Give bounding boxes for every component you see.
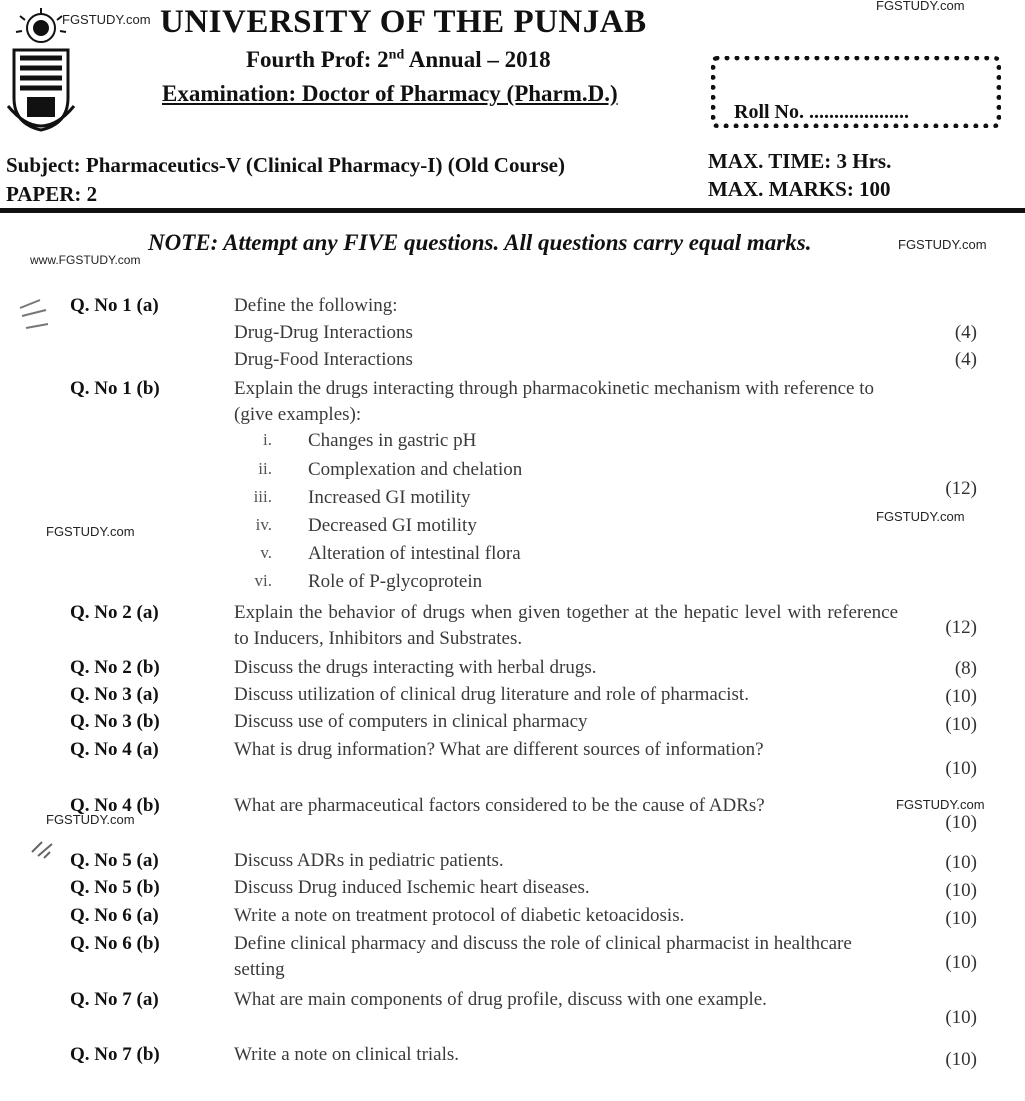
question-number-4b: Q. No 4 (b) [70, 795, 160, 816]
marks-6b: (10) [945, 952, 977, 973]
question-text-1b: Explain the drugs interacting through pharmacokinetic mechanism with reference to (give examples): [234, 378, 874, 425]
paper-number: PAPER: 2 [6, 182, 98, 206]
question-number-3b: Q. No 3 (b) [70, 711, 160, 732]
question-1a-line-1: Drug-Drug Interactions [234, 322, 413, 343]
question-text-2a: Explain the behavior of drugs when given together at the hepatic level with reference to Inducers, Inhibitors and Substrates. [234, 602, 898, 649]
header-divider [0, 208, 1025, 213]
marks-1b: (12) [945, 478, 977, 499]
question-text-2b: Discuss the drugs interacting with herbal drugs. [234, 657, 597, 678]
marks-6a: (10) [945, 908, 977, 929]
scan-mark-icon [30, 838, 60, 862]
question-number-1a: Q. No 1 (a) [70, 295, 159, 316]
question-number-3a: Q. No 3 (a) [70, 684, 159, 705]
question-text-7a: What are main components of drug profile, discuss with one example. [234, 989, 767, 1010]
watermark-low-right: FGSTUDY.com [896, 797, 985, 812]
question-number-4a: Q. No 4 (a) [70, 739, 159, 760]
marks-1a-line-2: (4) [954, 349, 977, 370]
roll-number-label: Roll No. .................... [734, 101, 909, 123]
watermark-note-right: FGSTUDY.com [898, 237, 987, 252]
examination-title: Examination: Doctor of Pharmacy (Pharm.D.) [162, 81, 618, 106]
question-text-4b: What are pharmaceutical factors considered to be the cause of ADRs? [234, 795, 765, 816]
subject-line: Subject: Pharmaceutics-V (Clinical Pharmacy-I) (Old Course) [6, 153, 565, 177]
marks-2a: (12) [945, 617, 977, 638]
question-text-7b: Write a note on clinical trials. [234, 1044, 460, 1065]
max-marks: MAX. MARKS: 100 [708, 177, 891, 201]
question-number-6b: Q. No 6 (b) [70, 933, 160, 954]
question-number-5b: Q. No 5 (b) [70, 877, 160, 898]
watermark-mid-left: FGSTUDY.com [46, 524, 135, 539]
roll-number-box [711, 56, 1001, 128]
question-text-5b: Discuss Drug induced Ischemic heart diseases. [234, 877, 590, 898]
marks-2b: (8) [954, 658, 977, 679]
question-text-5a: Discuss ADRs in pediatric patients. [234, 850, 504, 871]
marks-1a-line-1: (4) [954, 322, 977, 343]
marks-5b: (10) [945, 880, 977, 901]
prof-annual: Fourth Prof: 2nd Annual – 2018 [246, 47, 551, 72]
question-number-1b: Q. No 1 (b) [70, 378, 160, 399]
marks-3a: (10) [945, 686, 977, 707]
question-text-6a: Write a note on treatment protocol of diabetic ketoacidosis. [234, 905, 685, 926]
watermark-mid-right: FGSTUDY.com [876, 509, 965, 524]
marks-7b: (10) [945, 1049, 977, 1070]
question-text-3a: Discuss utilization of clinical drug literature and role of pharmacist. [234, 684, 749, 705]
watermark-top-left: FGSTUDY.com [62, 12, 151, 27]
question-text-1a: Define the following: [234, 295, 398, 316]
question-number-7b: Q. No 7 (b) [70, 1044, 160, 1065]
marks-5a: (10) [945, 852, 977, 873]
question-number-6a: Q. No 6 (a) [70, 905, 159, 926]
question-1a-line-2: Drug-Food Interactions [234, 349, 413, 370]
question-number-7a: Q. No 7 (a) [70, 989, 159, 1010]
question-text-6b: Define clinical pharmacy and discuss the role of clinical pharmacist in healthcare setting [234, 933, 852, 980]
question-text-4a: What is drug information? What are different sources of information? [234, 739, 764, 760]
watermark-www-left: www.FGSTUDY.com [30, 253, 141, 267]
question-text-3b: Discuss use of computers in clinical pharmacy [234, 711, 588, 732]
university-crest-logo [6, 6, 76, 134]
question-number-2b: Q. No 2 (b) [70, 657, 160, 678]
marks-4b: (10) [945, 812, 977, 833]
marks-3b: (10) [945, 714, 977, 735]
watermark-low-left: FGSTUDY.com [46, 812, 135, 827]
marks-4a: (10) [945, 758, 977, 779]
university-title: UNIVERSITY OF THE PUNJAB [160, 4, 647, 40]
watermark-top-right: FGSTUDY.com [876, 0, 965, 13]
marks-7a: (10) [945, 1007, 977, 1028]
exam-note: NOTE: Attempt any FIVE questions. All questions carry equal marks. [148, 230, 812, 255]
scan-mark-icon [18, 298, 52, 338]
max-time: MAX. TIME: 3 Hrs. [708, 149, 892, 173]
question-number-5a: Q. No 5 (a) [70, 850, 159, 871]
question-number-2a: Q. No 2 (a) [70, 602, 159, 623]
